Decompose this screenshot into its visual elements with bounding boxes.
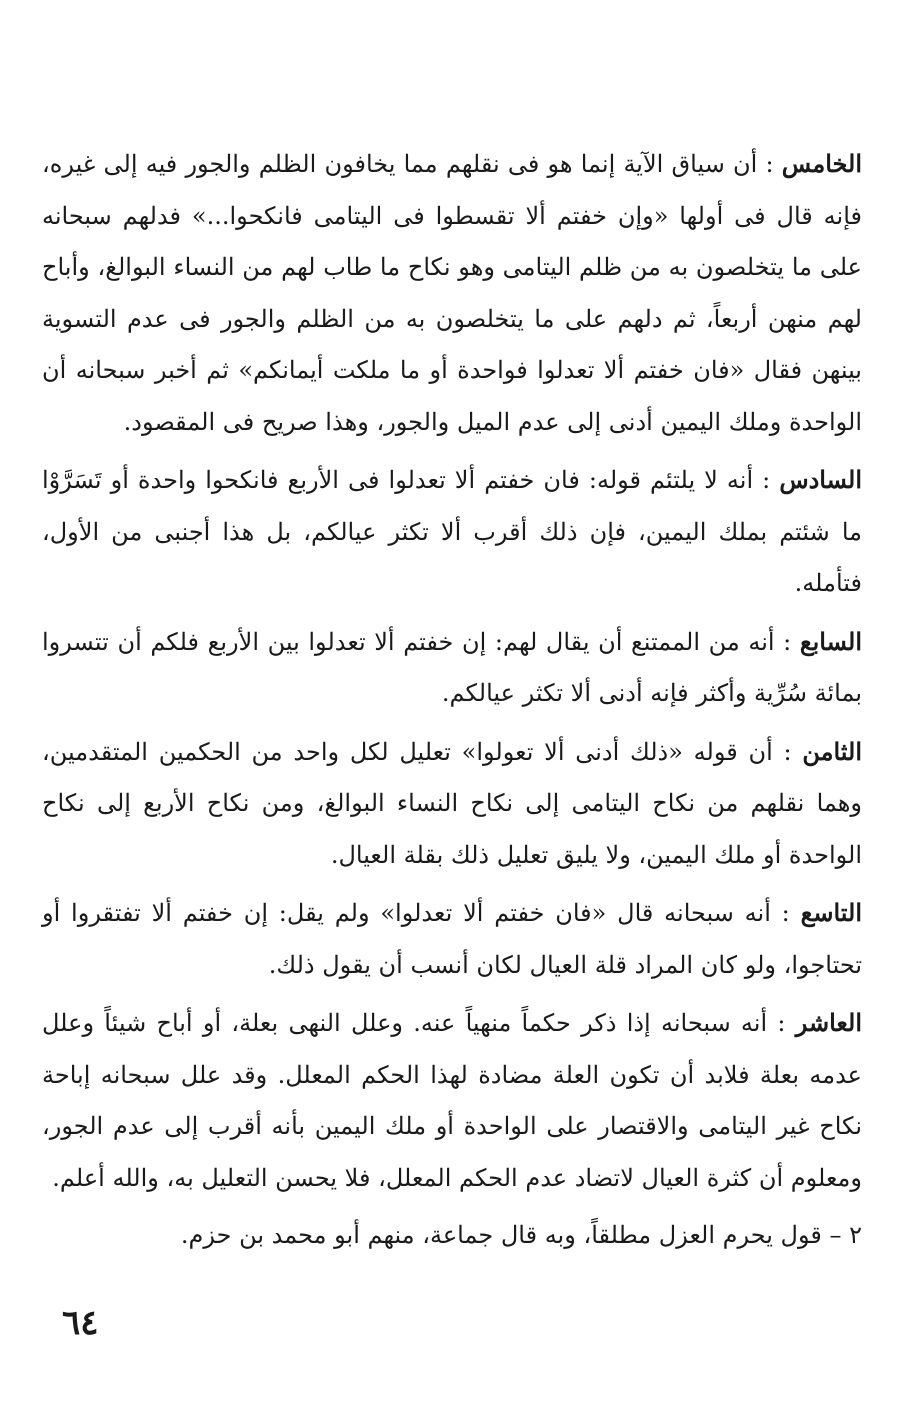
paragraph-term: الثامن: [802, 736, 862, 766]
paragraph-text: : أنه لا يلتئم قوله: فان خفتم ألا تعدلوا فى الأربع فانكحوا واحدة أو تَسَرَّوْا ما شئتم بملك اليمين، فإن ذلك أقرب ألا تكثر عيالكم، بل هذا أجنبى من الأول، فتأمله.: [42, 466, 862, 597]
paragraph-term: التاسع: [800, 898, 862, 927]
page-body: [42, 138, 862, 1262]
paragraph-term: السابع: [799, 626, 862, 656]
paragraph-ninth: [42, 887, 862, 991]
paragraph-text: : أن سياق الآية إنما هو فى نقلهم مما يخافون الظلم والجور فيه إلى غيره، فإنه قال فى أولها «وإن خفتم ألا تقسطوا فى اليتامى فانكحوا...» فدلهم سبحانه على ما يتخلصون به من ظلم اليتامى وهو نكاح ما طاب لهم من النساء البوالغ، وأباح لهم منهن أربعاً، ثم دلهم على ما يتخلصون به من الظلم والجور فى عدم التسوية بينهن فقال «فان خفتم ألا تعدلوا فواحدة أو ما ملكت أيمانكم» ثم أخبر سبحانه أن الواحدة وملك اليمين أدنى إلى عدم الميل والجور، وهذا صريح فى المقصود.: [42, 150, 862, 436]
paragraph-text: : أن قوله «ذلك أدنى ألا تعولوا» تعليل لكل واحد من الحكمين المتقدمين، وهما نقلهم من نكاح اليتامى إلى نكاح النساء البوالغ، ومن نكاح الأربع إلى نكاح الواحدة أو ملك اليمين، ولا يليق تعليل ذلك بقلة العيال.: [42, 737, 862, 869]
paragraph-sixth: [42, 454, 862, 610]
paragraph-text: : أنه من الممتنع أن يقال لهم: إن خفتم ألا تعدلوا بين الأربع فلكم أن تتسروا بمائة سُرِّية وأكثر فإنه أدنى ألا تكثر عيالكم.: [42, 627, 862, 707]
paragraph-tenth: [42, 997, 862, 1204]
paragraph-term: الخامس: [781, 149, 862, 178]
paragraph-text: : أنه سبحانه قال «فان خفتم ألا تعدلوا» ولم يقل: إن خفتم ألا تفتقروا أو تحتاجوا، ولو كان المراد قلة العيال لكان أنسب أن يقول ذلك.: [42, 899, 862, 979]
paragraph-seventh: [42, 616, 862, 720]
paragraph-eighth: [42, 726, 862, 882]
page-number: ٦٤: [62, 1303, 99, 1343]
paragraph-term: السادس: [779, 465, 862, 494]
paragraph-text: : أنه سبحانه إذا ذكر حكماً منهياً عنه. وعلل النهى بعلة، أو أباح شيئاً وعلل عدمه بعلة فلابد أن تكون العلة مضادة لهذا الحكم المعلل. وقد علل سبحانه إباحة نكاح غير اليتامى والاقتصار على الواحدة أو ملك اليمين بأنه أقرب إلى عدم الجور، ومعلوم أن كثرة العيال لاتضاد عدم الحكم المعلل، فلا يحسن التعليل به، والله أعلم.: [42, 1009, 862, 1192]
paragraph-fifth: [42, 138, 862, 448]
numbered-note: ٢ – قول يحرم العزل مطلقاً، وبه قال جماعة، منهم أبو محمد بن حزم.: [180, 1221, 862, 1249]
paragraph-term: العاشر: [795, 1008, 862, 1037]
